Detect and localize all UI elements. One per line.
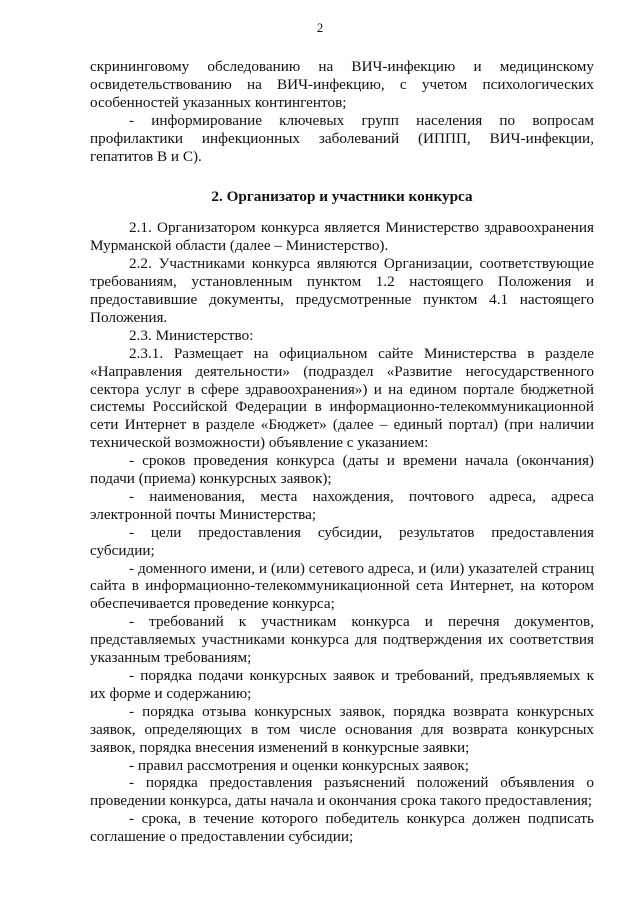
list-item: - правил рассмотрения и оценки конкурсных заявок; [129, 756, 469, 774]
list-item: - требований к участникам конкурса и перечня документов, представляемых участниками конкурса для подтверждения их соответствия указанным требованиям; [90, 613, 594, 667]
list-item: - порядка предоставления разъяснений положений объявления о проведении конкурса, даты начала и окончания срока такого предоставления; [90, 774, 594, 810]
list-item: - наименования, места нахождения, почтового адреса, адреса электронной почты Министерства; [90, 487, 594, 523]
paragraph: 2.2. Участниками конкурса являются Организации, соответствующие требованиям, установленным пунктом 1.2 настоящего Положения и предоставившие документы, предусмотренные пунктом 4.1 настоящего Положения. [90, 255, 594, 326]
list-item: - срока, в течение которого победитель конкурса должен подписать соглашение о предоставлении субсидии; [90, 810, 594, 846]
list-item: - цели предоставления субсидии, результатов предоставления субсидии; [90, 523, 594, 559]
section-heading: 2. Организатор и участники конкурса [211, 188, 473, 206]
page-number: 2 [316, 20, 324, 35]
paragraph: 2.1. Организатором конкурса является Министерство здравоохранения Мурманской области (далее – Министерство). [90, 219, 594, 255]
paragraph: 2.3. Министерство: [129, 326, 254, 344]
paragraph: 2.3.1. Размещает на официальном сайте Министерства в разделе «Направления деятельности» (подраздел «Развитие негосударственного сектора услуг в сфере здравоохранения») и на едином портале бюджетной системы Российской Федерации в информационно-телекоммуникационной сети Интернет в разделе «Бюджет» (далее – единый портал) (при наличии технической возможности) объявление с указанием: [90, 344, 594, 452]
list-item: - порядка подачи конкурсных заявок и требований, предъявляемых к их форме и содержанию; [90, 667, 594, 702]
document-body [90, 58, 594, 846]
list-item: - доменного имени, и (или) сетевого адреса, и (или) указателей страниц сайта в информационно-телекоммуникационной сета Интернет, на котором обеспечивается проведение конкурса; [90, 559, 594, 613]
paragraph: - информирование ключевых групп населения по вопросам профилактики инфекционных заболеваний (ИППП, ВИЧ-инфекции, гепатитов В и С). [90, 111, 594, 165]
list-item: - сроков проведения конкурса (даты и времени начала (окончания) подачи (приема) конкурсных заявок); [90, 452, 594, 488]
list-item: - порядка отзыва конкурсных заявок, порядка возврата конкурсных заявок, определяющих в том числе основания для возврата конкурсных заявок, порядка внесения изменений в конкурсные заявки; [90, 702, 594, 756]
paragraph: скрининговому обследованию на ВИЧ-инфекцию и медицинскому освидетельствованию на ВИЧ-инфекцию, с учетом психологических особенностей указанных контингентов; [90, 58, 594, 111]
